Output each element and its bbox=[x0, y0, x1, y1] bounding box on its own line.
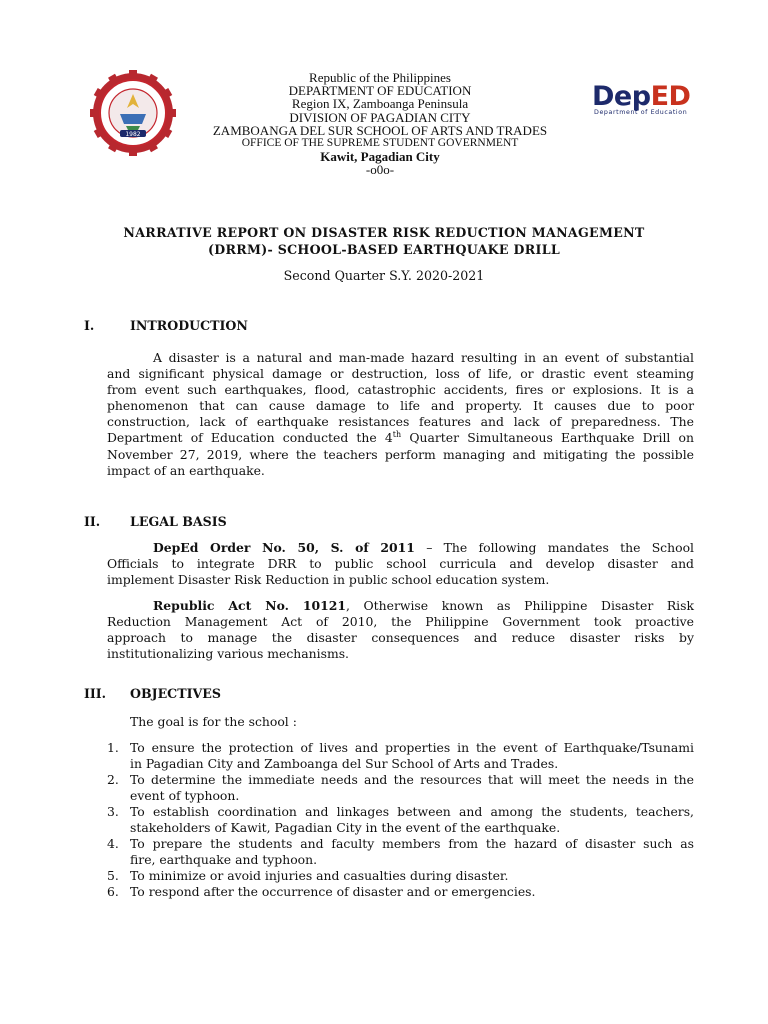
header-region: Region IX, Zamboanga Peninsula bbox=[291, 96, 469, 112]
header-school: ZAMBOANGA DEL SUR SCHOOL OF ARTS AND TRADES bbox=[212, 122, 548, 138]
report-title-line1: NARRATIVE REPORT ON DISASTER RISK REDUCTION MANAGEMENT bbox=[123, 225, 645, 240]
section-title: OBJECTIVES bbox=[130, 686, 221, 701]
report-quarter: Second Quarter S.Y. 2020-2021 bbox=[283, 268, 485, 283]
introduction-paragraph: A disaster is a natural and man-made hazard resulting in an event of substantial and significant physical damage or destruction, loss of life, or drastic event steaming from event such earthquakes, flood, catastrophic accidents, fires or explosions. It is a phenomenon that can cause damage to life and property. It causes due to poor construction, lack of earthquake resistances features and lack of preparedness. The Department of Education conducted the 4th Quarter Simultaneous Earthquake Drill on November 27, 2019, where the teachers perform managing and mitigating the possible impact of an earthquake. bbox=[107, 350, 694, 478]
header-department: DEPARTMENT OF EDUCATION bbox=[288, 83, 472, 99]
list-item: 5. To minimize or avoid injuries and casualties during disaster. bbox=[107, 868, 509, 883]
list-item: 3. To establish coordination and linkages between and among the students, teachers, stakeholders of Kawit, Pagadian City in the event of the earthquake. bbox=[107, 804, 694, 835]
letterhead bbox=[180, 71, 580, 177]
svg-text:1982: 1982 bbox=[125, 131, 141, 138]
section-title: INTRODUCTION bbox=[130, 318, 248, 333]
list-item: 2. To determine the immediate needs and the resources that will meet the needs in the event of typhoon. bbox=[107, 772, 694, 803]
deped-logo-ed: ED bbox=[650, 81, 691, 112]
header-republic: Republic of the Philippines bbox=[309, 70, 451, 85]
list-item: 6. To respond after the occurrence of disaster and or emergencies. bbox=[107, 884, 536, 899]
section-number: I. bbox=[84, 318, 95, 333]
header-office: OFFICE OF THE SUPREME STUDENT GOVERNMENT bbox=[241, 137, 519, 150]
report-title-line2: (DRRM)- SCHOOL-BASED EARTHQUAKE DRILL bbox=[207, 242, 561, 257]
section-number: II. bbox=[84, 514, 101, 529]
header-location: Kawit, Pagadian City bbox=[320, 149, 440, 165]
school-seal-logo bbox=[90, 70, 176, 156]
header-separator: -o0o- bbox=[365, 162, 395, 178]
deped-logo-tagline: Department of Education bbox=[594, 109, 688, 116]
deped-logo-dep: Dep bbox=[592, 81, 651, 112]
objectives-intro: The goal is for the school : bbox=[130, 714, 297, 729]
legal-basis-paragraph-deped-order: DepEd Order No. 50, S. of 2011 – The following mandates the School Officials to integrate DRR to public school curricula and develop disaster and implement Disaster Risk Reduction in public school education system. bbox=[107, 540, 694, 588]
report-title bbox=[80, 224, 688, 258]
list-item: 1. To ensure the protection of lives and properties in the event of Earthquake/Tsunami in Pagadian City and Zamboanga del Sur School of Arts and Trades. bbox=[107, 740, 694, 771]
legal-basis-paragraph-republic-act: Republic Act No. 10121, Otherwise known as Philippine Disaster Risk Reduction Management Act of 2010, the Philippine Government took proactive approach to manage the disaster consequences and reduce disaster risks by institutionalizing various mechanisms. bbox=[107, 598, 694, 662]
deped-logo bbox=[592, 82, 702, 122]
objectives-list bbox=[107, 740, 694, 900]
list-item: 4. To prepare the students and faculty members from the hazard of disaster such as fire, earthquake and typhoon. bbox=[107, 836, 694, 867]
section-number: III. bbox=[84, 686, 107, 701]
header-division: DIVISION OF PAGADIAN CITY bbox=[289, 109, 471, 125]
section-title: LEGAL BASIS bbox=[130, 514, 227, 529]
